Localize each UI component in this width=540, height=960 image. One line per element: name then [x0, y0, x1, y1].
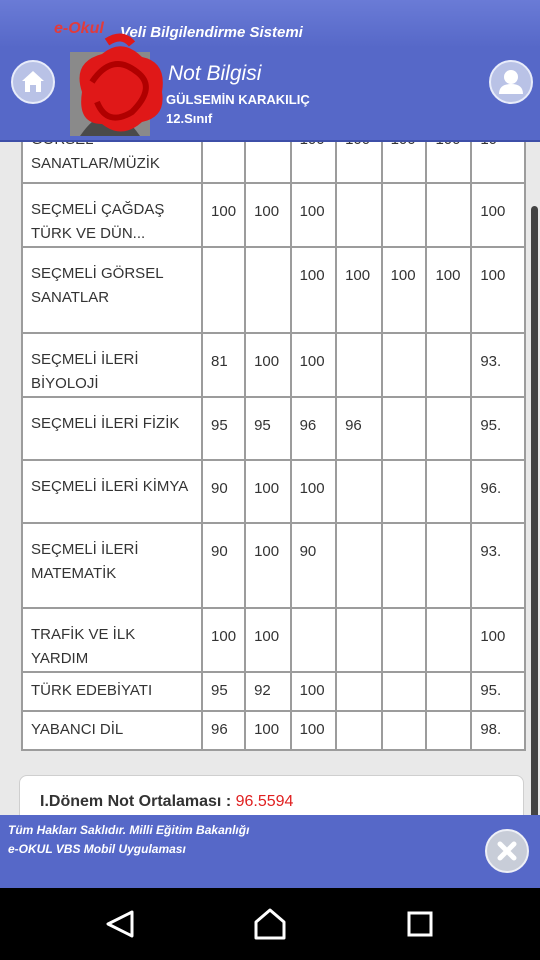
grade-cell	[291, 608, 337, 672]
grade-average-cell: 100	[471, 608, 525, 672]
course-name: TÜRK EDEBİYATI	[22, 672, 202, 711]
table-row	[22, 523, 525, 608]
grade-cell: 90	[202, 460, 245, 523]
grade-cell	[382, 711, 427, 750]
nav-home-button[interactable]	[240, 898, 300, 950]
grade-cell	[202, 247, 245, 333]
grade-cell: 100	[202, 608, 245, 672]
close-icon	[487, 831, 527, 871]
student-name: GÜLSEMİN KARAKILIÇ	[166, 92, 310, 107]
grade-cell: 100	[291, 247, 337, 333]
grade-cell	[336, 183, 382, 247]
table-row	[22, 247, 525, 333]
table-row	[22, 397, 525, 460]
grade-average-cell: 95.	[471, 397, 525, 460]
grade-cell	[426, 141, 471, 183]
grade-cell	[336, 333, 382, 397]
vertical-scrollbar[interactable]	[531, 206, 538, 832]
nav-back-button[interactable]	[90, 898, 150, 950]
brand-logo-text: e-Okul	[54, 20, 104, 37]
grade-cell: 81	[202, 333, 245, 397]
grade-cell: 90	[291, 523, 337, 608]
grade-cell	[426, 523, 471, 608]
user-profile-button[interactable]	[489, 60, 533, 104]
course-name: SEÇMELİ İLERİ BİYOLOJİ	[22, 333, 202, 397]
user-icon	[491, 62, 531, 102]
course-name: SANATLAR/MÜZİK	[22, 141, 202, 183]
table-row	[22, 183, 525, 247]
term-average-label: I.Dönem Not Ortalaması : 96.5594	[40, 793, 294, 810]
grade-cell: 96	[336, 397, 382, 460]
grade-cell: 100	[426, 247, 471, 333]
grade-cell	[382, 608, 427, 672]
grade-cell: 100	[245, 333, 291, 397]
grade-cell: 100	[245, 523, 291, 608]
grade-cell	[382, 397, 427, 460]
grade-average-cell: 93.	[471, 523, 525, 608]
table-row	[22, 333, 525, 397]
grade-average-cell: 95.	[471, 672, 525, 711]
grade-average-cell: 93.	[471, 333, 525, 397]
course-name: SEÇMELİ ÇAĞDAŞ TÜRK VE DÜN...	[22, 183, 202, 247]
grade-cell	[382, 523, 427, 608]
grade-cell: 100	[382, 247, 427, 333]
grade-cell: 95	[202, 672, 245, 711]
grade-cell: 92	[245, 672, 291, 711]
grade-cell	[382, 183, 427, 247]
course-name: SEÇMELİ İLERİ MATEMATİK	[22, 523, 202, 608]
grade-cell	[382, 141, 427, 183]
home-icon	[13, 62, 53, 102]
grade-cell	[426, 608, 471, 672]
course-name: YABANCI DİL	[22, 711, 202, 750]
table-row	[22, 460, 525, 523]
grade-average-cell: 96.	[471, 460, 525, 523]
grade-cell	[336, 141, 382, 183]
grade-cell: 100	[291, 672, 337, 711]
grade-cell	[426, 711, 471, 750]
grade-cell	[426, 333, 471, 397]
grade-cell: 96	[291, 397, 337, 460]
system-navigation-bar	[0, 888, 540, 960]
grade-cell: 90	[202, 523, 245, 608]
grade-cell	[291, 141, 337, 183]
grade-cell: 100	[336, 247, 382, 333]
student-class: 12.Sınıf	[166, 111, 213, 126]
grade-cell	[426, 397, 471, 460]
grade-cell: 95	[245, 397, 291, 460]
grade-cell: 100	[291, 333, 337, 397]
course-name: SEÇMELİ İLERİ FİZİK	[22, 397, 202, 460]
grade-cell	[426, 183, 471, 247]
grade-cell: 96	[202, 711, 245, 750]
grade-average-cell	[471, 141, 525, 183]
table-row	[22, 672, 525, 711]
course-name: SEÇMELİ İLERİ KİMYA	[22, 460, 202, 523]
grade-cell	[245, 141, 291, 183]
redaction-scribble	[62, 32, 174, 140]
grade-cell	[382, 333, 427, 397]
grade-cell: 100	[245, 460, 291, 523]
grade-cell: 100	[291, 711, 337, 750]
course-name: TRAFİK VE İLK YARDIM	[22, 608, 202, 672]
table-row	[22, 608, 525, 672]
app-footer	[0, 815, 540, 888]
grade-cell	[336, 460, 382, 523]
grade-cell: 100	[202, 183, 245, 247]
grade-average-cell: 98.	[471, 711, 525, 750]
grade-average-cell: 100	[471, 183, 525, 247]
term-average-value: 96.5594	[235, 793, 294, 810]
app-header	[0, 0, 540, 142]
grade-cell	[336, 711, 382, 750]
grade-cell: 100	[245, 608, 291, 672]
grade-cell	[336, 672, 382, 711]
course-name: SEÇMELİ GÖRSEL SANATLAR	[22, 247, 202, 333]
grade-cell: 100	[245, 711, 291, 750]
footer-copyright: Tüm Hakları Saklıdır. Milli Eğitim Bakanlığı	[8, 823, 250, 837]
grade-cell	[336, 608, 382, 672]
grade-cell	[336, 523, 382, 608]
grade-cell	[382, 672, 427, 711]
recents-icon	[390, 898, 450, 950]
grade-cell	[426, 672, 471, 711]
grades-table	[21, 140, 526, 751]
grade-average-cell: 100	[471, 247, 525, 333]
page-title: Not Bilgisi	[168, 62, 262, 85]
grade-cell	[202, 141, 245, 183]
table-row	[22, 711, 525, 750]
home-icon	[240, 898, 300, 950]
close-footer-button[interactable]	[485, 829, 529, 873]
back-icon	[90, 898, 150, 950]
grade-cell: 100	[245, 183, 291, 247]
grade-cell	[382, 460, 427, 523]
grade-cell	[426, 460, 471, 523]
grade-cell: 100	[291, 183, 337, 247]
system-title: Veli Bilgilendirme Sistemi	[120, 24, 303, 41]
home-button[interactable]	[11, 60, 55, 104]
table-row	[22, 141, 525, 183]
grade-cell	[245, 247, 291, 333]
footer-app-name: e-OKUL VBS Mobil Uygulaması	[8, 842, 186, 856]
grade-cell: 100	[291, 460, 337, 523]
grade-cell: 95	[202, 397, 245, 460]
nav-recents-button[interactable]	[390, 898, 450, 950]
